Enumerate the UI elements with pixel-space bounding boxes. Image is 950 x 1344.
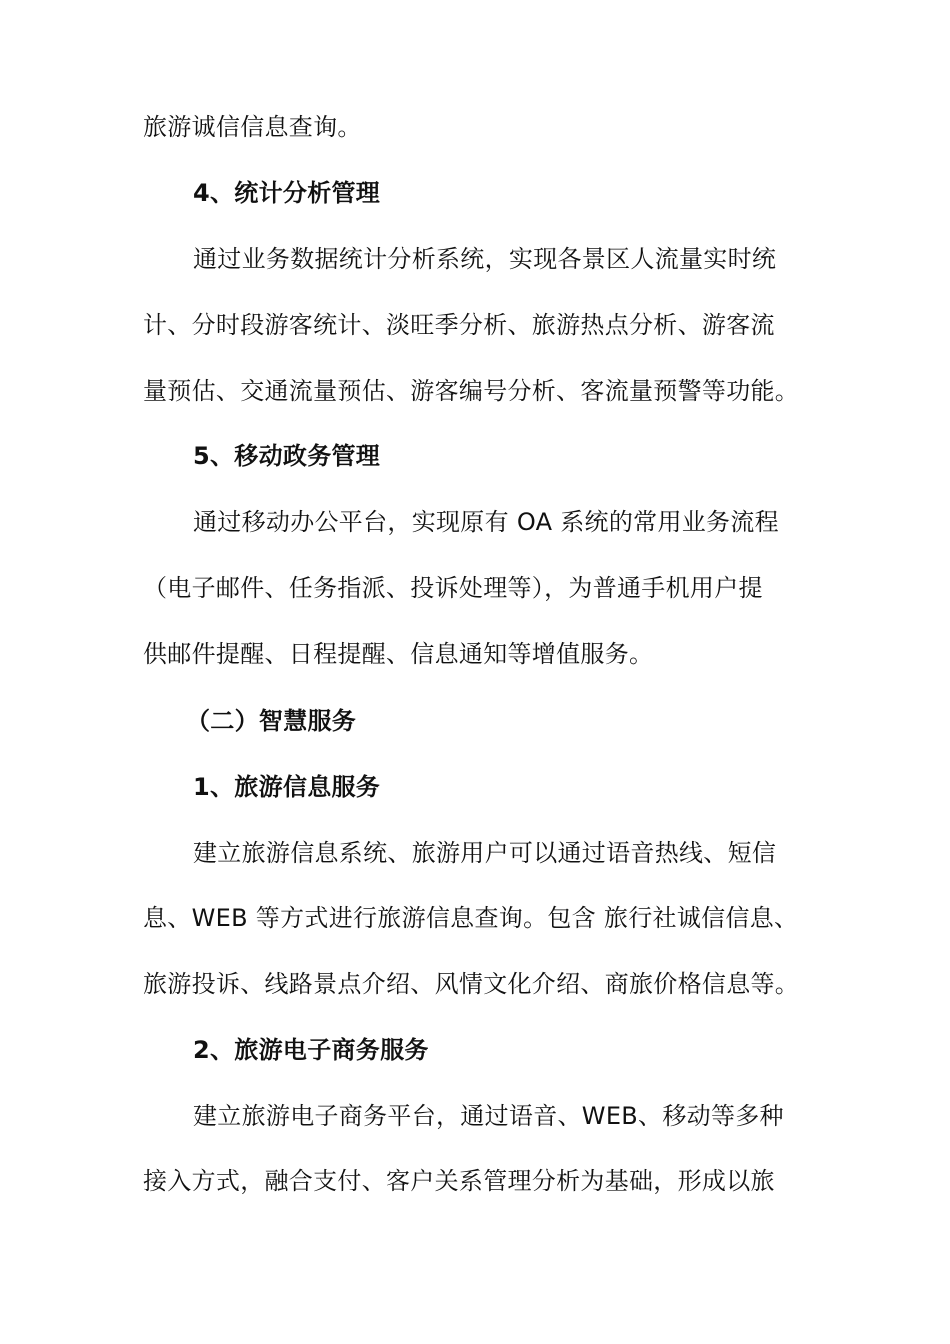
heading-mobile-government: 5、移动政务管理 xyxy=(193,442,381,470)
paragraph-line: 建立旅游信息系统、旅游用户可以通过语音热线、短信 xyxy=(193,839,777,867)
paragraph-line: （电子邮件、任务指派、投诉处理等），为普通手机用户提 xyxy=(143,574,763,602)
heading-tourism-info-service: 1、旅游信息服务 xyxy=(193,773,381,801)
paragraph-line: 接入方式，融合支付、客户关系管理分析为基础，形成以旅 xyxy=(143,1167,775,1195)
paragraph-line: 旅游诚信信息查询。 xyxy=(143,113,362,141)
heading-statistics-management: 4、统计分析管理 xyxy=(193,179,381,207)
paragraph-line: 建立旅游电子商务平台，通过语音、WEB、移动等多种 xyxy=(193,1102,784,1130)
paragraph-line: 通过业务数据统计分析系统，实现各景区人流量实时统 xyxy=(193,245,777,273)
heading-tourism-ecommerce-service: 2、旅游电子商务服务 xyxy=(193,1036,429,1064)
paragraph-line: 通过移动办公平台，实现原有 OA 系统的常用业务流程 xyxy=(193,508,779,536)
section-heading-smart-services: （二）智慧服务 xyxy=(186,707,357,735)
paragraph-line: 旅游投诉、线路景点介绍、风情文化介绍、商旅价格信息等。 xyxy=(143,970,800,998)
paragraph-line: 供邮件提醒、日程提醒、信息通知等增值服务。 xyxy=(143,640,654,668)
paragraph-line: 计、分时段游客统计、淡旺季分析、旅游热点分析、游客流 xyxy=(143,311,775,339)
paragraph-line: 息、WEB 等方式进行旅游信息查询。包含 旅行社诚信信息、 xyxy=(143,904,799,932)
paragraph-line: 量预估、交通流量预估、游客编号分析、客流量预警等功能。 xyxy=(143,377,800,405)
